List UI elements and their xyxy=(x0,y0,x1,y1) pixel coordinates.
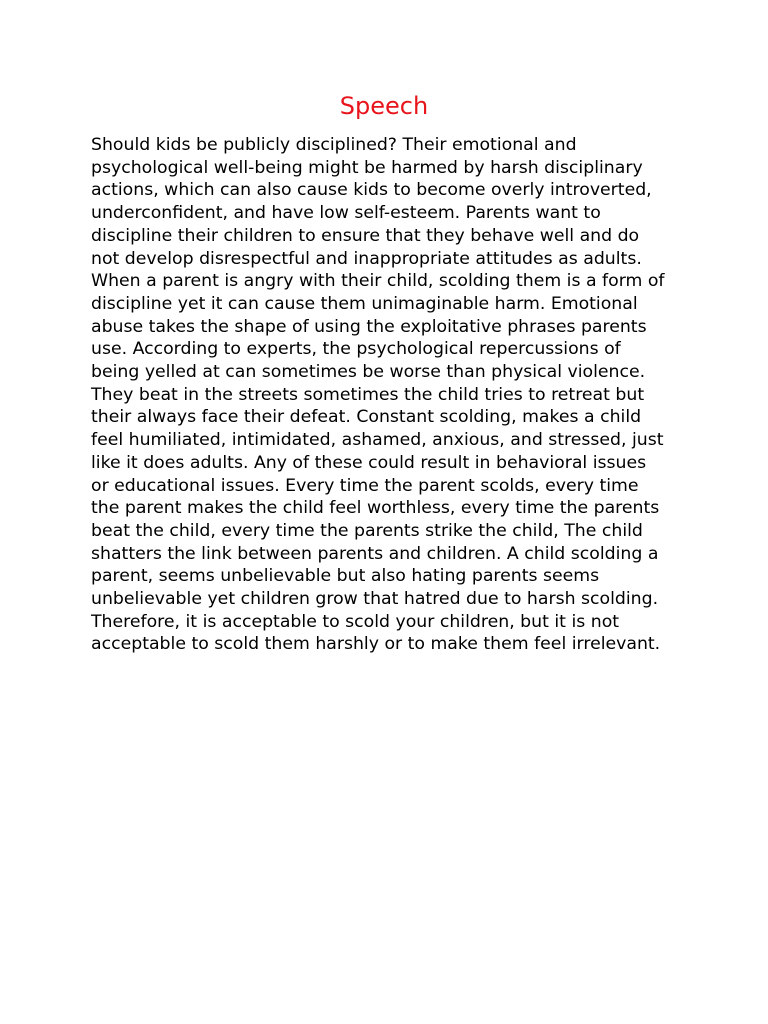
text-line: or educational issues. Every time the parent scolds, every time xyxy=(91,475,639,496)
text-line: psychological well-being might be harmed by harsh disciplinary xyxy=(91,157,643,178)
text-line: Therefore, it is acceptable to scold your children, but it is not xyxy=(91,611,620,632)
text-line: acceptable to scold them harshly or to make them feel irrelevant. xyxy=(91,634,661,655)
text-line: beat the child, every time the parents strike the child, The child xyxy=(91,520,643,541)
text-line: underconfident, and have low self-esteem. Parents want to xyxy=(91,203,601,224)
document-title: Speech xyxy=(339,92,429,120)
text-line: actions, which can also cause kids to become overly introverted, xyxy=(91,180,652,201)
text-line: the parent makes the child feel worthless, every time the parents xyxy=(91,498,660,519)
text-line: their always face their defeat. Constant scolding, makes a child xyxy=(91,407,642,428)
text-line: unbelievable yet children grow that hatred due to harsh scolding. xyxy=(91,589,659,610)
text-line: use. According to experts, the psychological repercussions of xyxy=(91,339,621,360)
text-line: parent, seems unbelievable but also hating parents seems xyxy=(91,566,600,587)
text-line: discipline yet it can cause them unimaginable harm. Emotional xyxy=(91,293,638,314)
text-line: shatters the link between parents and children. A child scolding a xyxy=(91,543,659,564)
text-line: not develop disrespectful and inappropriate attitudes as adults. xyxy=(91,248,642,269)
text-line: feel humiliated, intimidated, ashamed, anxious, and stressed, just xyxy=(91,430,664,451)
text-line: like it does adults. Any of these could result in behavioral issues xyxy=(91,452,647,473)
text-line: discipline their children to ensure that they behave well and do xyxy=(91,225,640,246)
text-line: Should kids be publicly disciplined? Their emotional and xyxy=(91,135,577,155)
text-line: When a parent is angry with their child, scolding them is a form of xyxy=(91,271,665,292)
text-line: being yelled at can sometimes be worse than physical violence. xyxy=(91,362,646,383)
speech-body xyxy=(91,134,691,656)
text-line: abuse takes the shape of using the exploitative phrases parents xyxy=(91,316,647,337)
text-line: They beat in the streets sometimes the child tries to retreat but xyxy=(91,384,645,405)
